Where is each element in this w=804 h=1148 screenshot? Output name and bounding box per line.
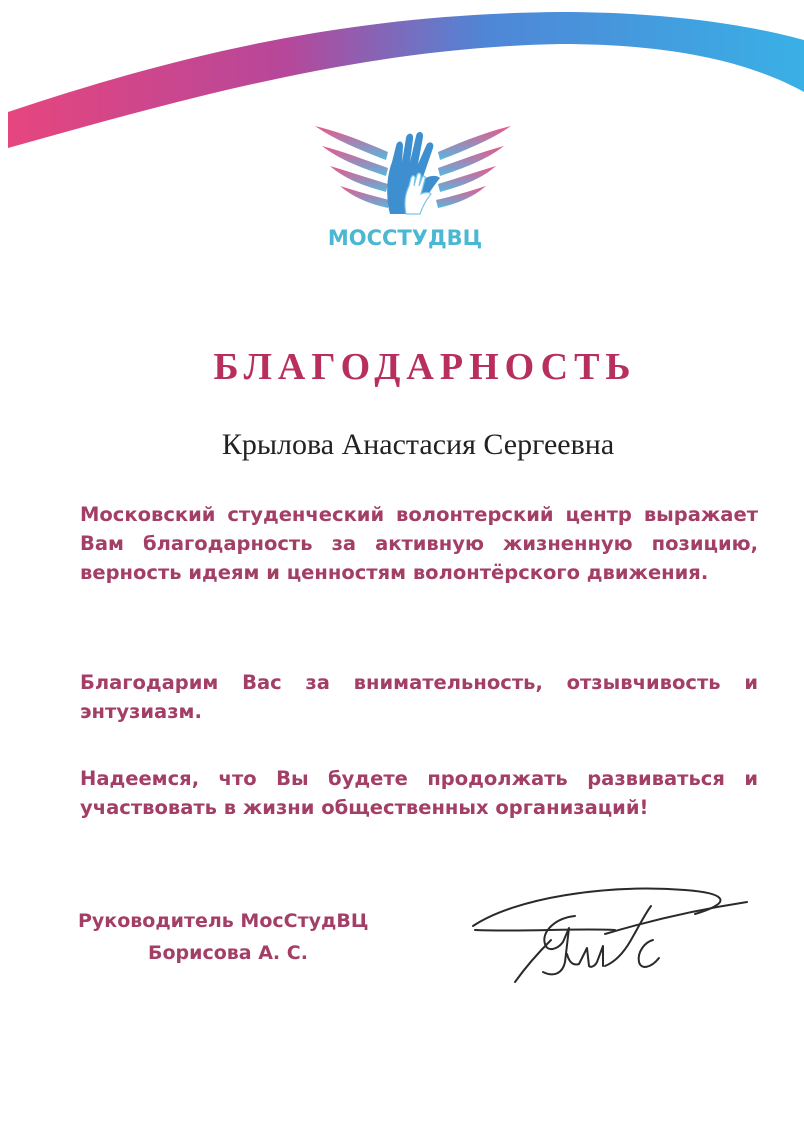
mosstudvc-logo bbox=[310, 118, 516, 226]
hands-icon bbox=[387, 132, 440, 214]
handwritten-signature bbox=[455, 870, 755, 1000]
paragraph-gratitude: Московский студенческий волонтерский центр выражает Вам благодарность за активную жизненную позицию, верность идеям и ценностям волонтёрского движения. bbox=[80, 503, 758, 584]
recipient-name: Крылова Анастасия Сергеевна bbox=[221, 428, 615, 461]
left-wing-icon bbox=[315, 126, 390, 208]
signatory-position: Руководитель МосСтудВЦ bbox=[78, 910, 369, 932]
document-title: БЛАГОДАРНОСТЬ bbox=[213, 346, 637, 388]
right-wing-icon bbox=[436, 126, 511, 208]
paragraph-wishes: Надеемся, что Вы будете продолжать развиваться и участвовать в жизни общественных организаций! bbox=[80, 767, 758, 819]
signatory-name: Борисова А. С. bbox=[148, 942, 308, 964]
paragraph-thanks: Благодарим Вас за внимательность, отзывчивость и энтузиазм. bbox=[80, 671, 758, 723]
logo-wordmark: МОССТУДВЦ bbox=[327, 226, 483, 250]
